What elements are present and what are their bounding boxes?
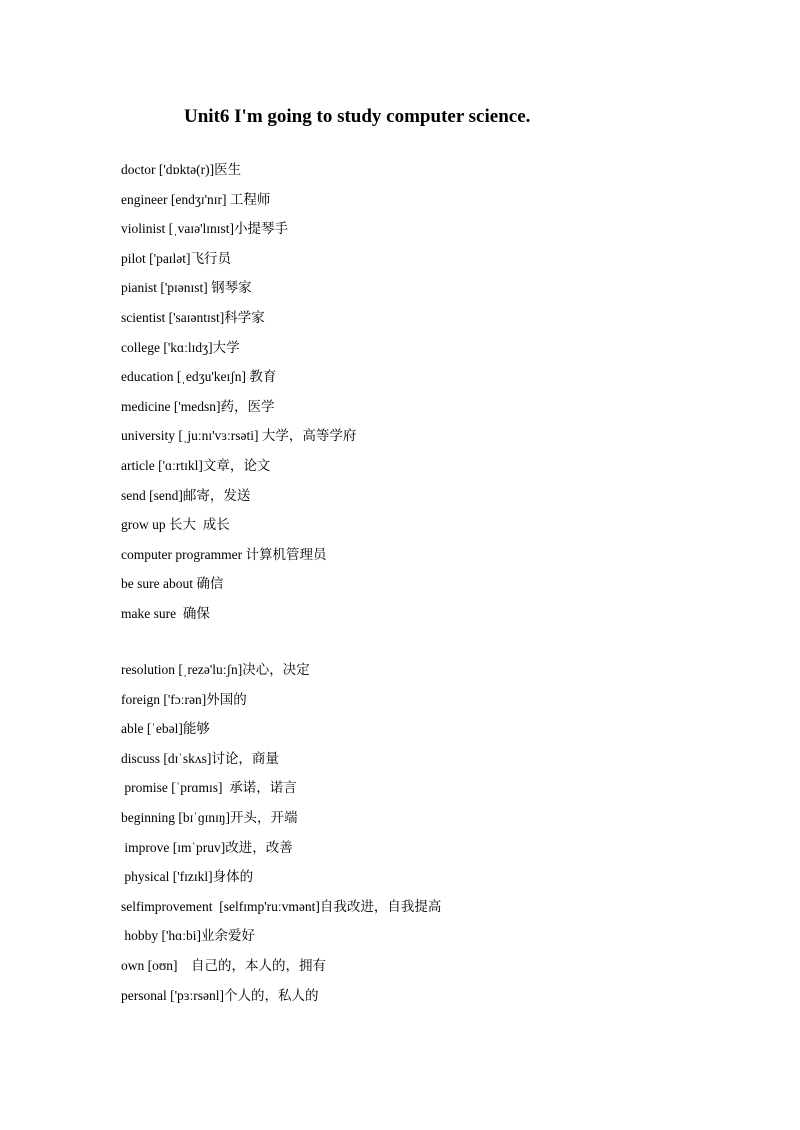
vocab-meaning: 工程师 (226, 191, 271, 207)
vocab-phonetic: [send] (145, 487, 183, 503)
vocab-meaning: 讨论，商量 (211, 750, 279, 766)
page-title: Unit6 I'm going to study computer science. (184, 106, 531, 127)
vocab-entry (121, 370, 276, 384)
vocab-phonetic: [ɪmˈpruv] (169, 839, 226, 855)
vocab-word: foreign (121, 691, 160, 707)
vocab-meaning: 钢琴家 (207, 280, 252, 296)
vocab-entry (121, 900, 441, 914)
vocab-word: promise (121, 780, 168, 796)
vocab-meaning: 自我改进，自我提高 (319, 898, 442, 914)
vocab-word: physical (121, 869, 170, 885)
vocab-entry (121, 811, 298, 825)
vocab-word: education (121, 369, 174, 385)
vocab-word: send (121, 487, 146, 503)
vocab-entry (121, 429, 356, 443)
vocab-entry (121, 341, 240, 355)
vocab-word: hobby (121, 928, 159, 944)
vocab-entry (121, 577, 223, 591)
vocab-word: grow up (121, 517, 166, 533)
vocab-phonetic: [bɪˈɡɪnɪŋ] (175, 810, 231, 825)
vocab-meaning: 文章，论文 (202, 458, 271, 473)
vocab-phonetic: ['medsn] (170, 398, 221, 414)
vocab-entry (121, 781, 297, 795)
vocab-meaning: 邮寄，发送 (182, 487, 251, 503)
vocab-meaning: 决心，决定 (242, 662, 310, 677)
vocab-meaning: 医生 (214, 162, 242, 177)
vocab-phonetic: ['paɪlət] (145, 250, 191, 266)
vocab-phonetic: [selfɪmp'ruːvmənt] (212, 898, 320, 914)
vocab-word: improve (121, 839, 170, 855)
vocab-word: medicine (121, 398, 171, 414)
vocab-meaning: 开头，开端 (230, 810, 298, 825)
vocab-meaning: 教育 (246, 369, 277, 385)
vocab-word: college (121, 339, 160, 355)
vocab-entry (121, 518, 230, 532)
vocab-entry (121, 252, 231, 266)
vocab-entry (121, 989, 318, 1003)
vocab-meaning: 能够 (182, 721, 210, 737)
vocab-phonetic: ['pɜːrsənl] (166, 987, 224, 1003)
vocab-phonetic: [ˌvaɪə'lɪnɪst] (165, 221, 235, 237)
vocab-entry (121, 870, 253, 884)
vocab-word: make sure (121, 606, 177, 621)
vocab-meaning: 大学 (212, 339, 240, 355)
vocab-entry (121, 959, 326, 973)
vocab-word: pianist (121, 280, 157, 296)
vocab-word: personal (121, 987, 167, 1003)
vocab-entry (121, 841, 293, 855)
vocab-word: able (121, 721, 144, 737)
vocab-entry (121, 548, 326, 562)
vocab-word: violinist (121, 221, 166, 237)
vocab-phonetic: [oʊn] (144, 958, 178, 973)
vocab-entry (121, 311, 265, 325)
vocab-entry (121, 752, 279, 766)
vocab-phonetic: [ˌjuːnɪ'vɜːrsəti] (175, 428, 259, 444)
vocab-word: beginning (121, 810, 175, 825)
vocab-entry (121, 193, 270, 207)
vocab-word: discuss (121, 750, 161, 766)
vocab-meaning: 个人的，私人的 (223, 987, 319, 1003)
vocab-meaning: 业余爱好 (201, 928, 255, 944)
vocab-word: resolution (121, 662, 175, 677)
vocab-phonetic: ['fɪzɪkl] (169, 869, 213, 885)
vocab-phonetic: [ˌedʒu'keɪʃn] (173, 369, 247, 385)
vocab-meaning: 计算机管理员 (242, 546, 327, 562)
vocab-word: pilot (121, 250, 146, 266)
vocab-phonetic: [dɪˈskʌs] (160, 750, 212, 766)
vocab-entry (121, 281, 252, 295)
vocab-word: selfimprovement (121, 898, 213, 914)
vocab-entry (121, 400, 275, 414)
vocab-word: scientist (121, 310, 166, 325)
vocab-entry (121, 607, 210, 621)
vocab-word: doctor (121, 162, 156, 177)
vocab-phonetic: [ˈprɑmɪs] (167, 780, 223, 796)
vocab-phonetic: ['pɪənɪst] (157, 280, 208, 296)
vocab-phonetic: [ˌrezə'luːʃn] (175, 662, 243, 677)
vocab-phonetic: ['saɪəntɪst] (165, 310, 225, 325)
vocab-meaning: 确保 (176, 606, 210, 621)
vocab-word: be sure about (121, 576, 193, 592)
vocab-entry (121, 489, 250, 503)
vocab-phonetic: ['ɑːrtɪkl] (154, 458, 203, 473)
vocab-meaning: 身体的 (212, 869, 254, 885)
vocab-meaning: 承诺，诺言 (222, 780, 297, 796)
vocab-word: article (121, 458, 155, 473)
vocab-phonetic: ['dɒktə(r)] (155, 162, 215, 177)
vocab-phonetic: [endʒɪ'nɪr] (167, 191, 227, 207)
vocab-entry (121, 222, 288, 236)
vocab-entry (121, 929, 255, 943)
vocab-meaning: 确信 (192, 576, 224, 592)
vocab-meaning: 科学家 (224, 310, 265, 325)
vocab-phonetic: ['hɑːbi] (158, 928, 201, 944)
vocab-meaning: 长大 成长 (165, 517, 230, 533)
vocab-meaning: 大学，高等学府 (258, 428, 357, 444)
vocab-phonetic: ['kɑːlɪdʒ] (159, 339, 213, 355)
vocab-entry (121, 459, 270, 473)
vocab-entry (121, 163, 241, 177)
vocab-entry (121, 693, 247, 707)
vocab-word: engineer (121, 191, 168, 207)
vocab-phonetic: [ˈebəl] (143, 721, 183, 737)
vocab-meaning: 飞行员 (190, 250, 232, 266)
vocab-entry (121, 722, 210, 736)
vocab-word: computer programmer (121, 546, 243, 562)
vocab-meaning: 小提琴手 (234, 221, 289, 237)
vocab-entry (121, 663, 310, 677)
vocab-phonetic: ['fɔːrən] (159, 691, 207, 707)
vocab-meaning: 药，医学 (220, 398, 275, 414)
vocab-meaning: 改进，改善 (225, 839, 293, 855)
vocab-meaning: 自己的，本人的，拥有 (177, 958, 327, 973)
vocab-meaning: 外国的 (206, 691, 247, 707)
vocab-word: university (121, 428, 175, 444)
vocab-word: own (121, 958, 145, 973)
